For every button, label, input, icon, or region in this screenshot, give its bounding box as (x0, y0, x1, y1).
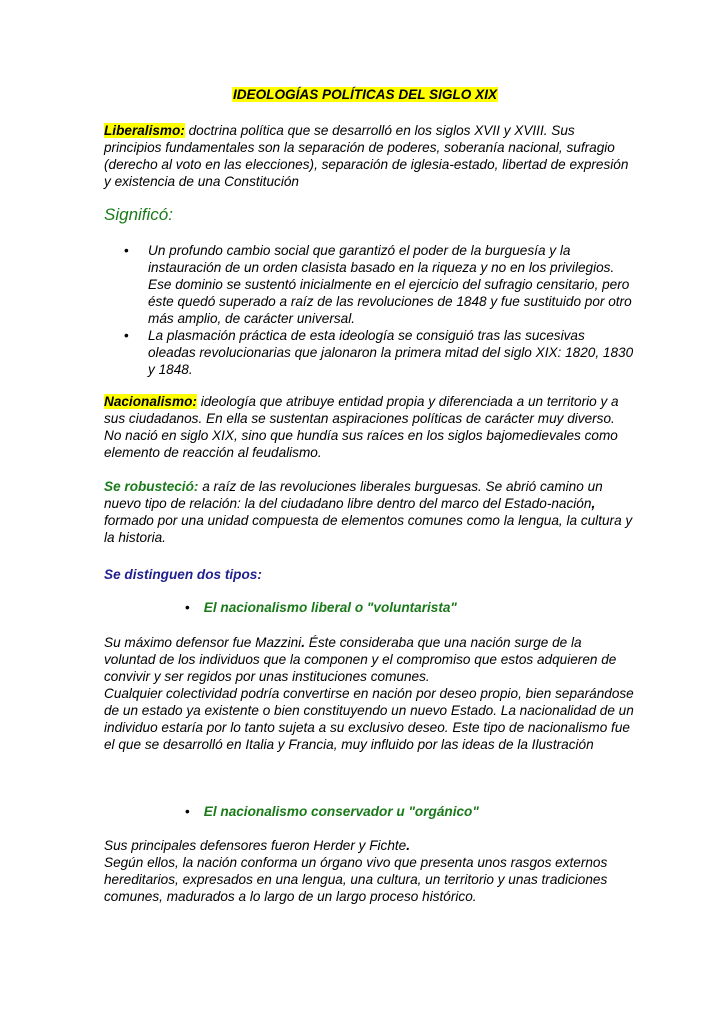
liberalismo-paragraph (104, 122, 634, 190)
robustecio-term: Se robusteció: (104, 479, 199, 494)
liberal-text: Éste consideraba que una nación surge de la voluntad de los individuos que la componen y el compromiso que estos adquieren de convivir y ser regidos por unas instituciones comunes. (104, 635, 617, 684)
liberal-dot: . (301, 635, 305, 650)
liberal-heading: El nacionalismo liberal o "voluntarista" (203, 600, 457, 615)
significo-heading: Significó: (104, 205, 173, 224)
nacionalismo-paragraph (104, 393, 634, 461)
robustecio-text-2: formado por una unidad compuesta de elementos comunes como la lengua, la cultura y la historia. (104, 513, 633, 545)
liberalismo-text: doctrina política que se desarrolló en los siglos XVII y XVIII. Sus principios fundamentales son la separación de poderes, soberanía nacional, sufragio (derecho al voto en las elecciones), separación de iglesia-estado, libertad de expresión y existencia de una Constitución (104, 123, 629, 189)
liberal-paragraph-2: Cualquier colectividad podría convertirse en nación por deseo propio, bien separándose de un estado ya existente o bien constituyendo un nuevo Estado. La nacionalidad de un individuo estaría por lo tanto sujeta a su exclusivo deseo. Este tipo de nacionalismo fue el que se desarrolló en Italia y Francia, muy influido por las ideas de la Ilustración (104, 686, 634, 752)
robustecio-comma: , (591, 496, 596, 511)
nacionalismo-text: ideología que atribuye entidad propia y diferenciada a un territorio y a sus ciudadanos. En ella se sustentan aspiraciones políticas de carácter muy diverso. No nació en siglo XIX, sino que hundía sus raíces en los siglos bajomedievales como elemento de reacción al feudalismo. (104, 394, 619, 460)
liberal-lead: Su máximo defensor fue Mazzini (104, 635, 302, 650)
bullet-icon: • (124, 243, 129, 258)
conservador-heading-item (185, 803, 479, 820)
list-item (104, 242, 634, 327)
conservador-paragraph (104, 837, 634, 905)
conservador-paragraph-2: Según ellos, la nación conforma un órgano vivo que presenta unos rasgos externos hereditarios, expresados en una lengua, una cultura, un territorio y unas tradiciones comunes, madurados a lo largo de un largo proceso histórico. (104, 855, 608, 904)
list-item-text: La plasmación práctica de esta ideología se consiguió tras las sucesivas oleadas revolucionarias que jalonaron la primera mitad del siglo XIX: 1820, 1830 y 1848. (148, 328, 634, 377)
nacionalismo-term: Nacionalismo: (104, 394, 197, 409)
bullet-icon: • (185, 804, 190, 819)
liberalismo-term: Liberalismo: (104, 123, 185, 138)
liberal-paragraph (104, 634, 634, 753)
list-item-text: Un profundo cambio social que garantizó el poder de la burguesía y la instauración de un orden clasista basado en la riqueza y no en los privilegios. Ese dominio se sustentó inicialmente en el ejercicio del sufragio censitario, pero éste quedó superado a raíz de las revoluciones de 1848 y fue sustituido por otro más amplio, de carácter universal. (148, 243, 632, 326)
robustecio-paragraph (104, 478, 634, 546)
bullet-icon: • (185, 600, 190, 615)
robustecio-text-1: a raíz de las revoluciones liberales burguesas. Se abrió camino un nuevo tipo de relación: la del ciudadano libre dentro del marco del Estado-nación (104, 479, 603, 511)
page-title: IDEOLOGÍAS POLÍTICAS DEL SIGLO XIX (232, 87, 498, 102)
bullet-icon: • (124, 328, 129, 343)
conservador-dot: . (406, 838, 411, 853)
conservador-heading: El nacionalismo conservador u "orgánico" (203, 804, 479, 819)
liberal-heading-item (185, 599, 457, 616)
conservador-lead: Sus principales defensores fueron Herder y Fichte (104, 838, 407, 853)
title-row (0, 86, 728, 103)
list-item (104, 327, 634, 378)
tipos-heading: Se distinguen dos tipos: (104, 567, 262, 582)
significo-list (104, 242, 634, 378)
